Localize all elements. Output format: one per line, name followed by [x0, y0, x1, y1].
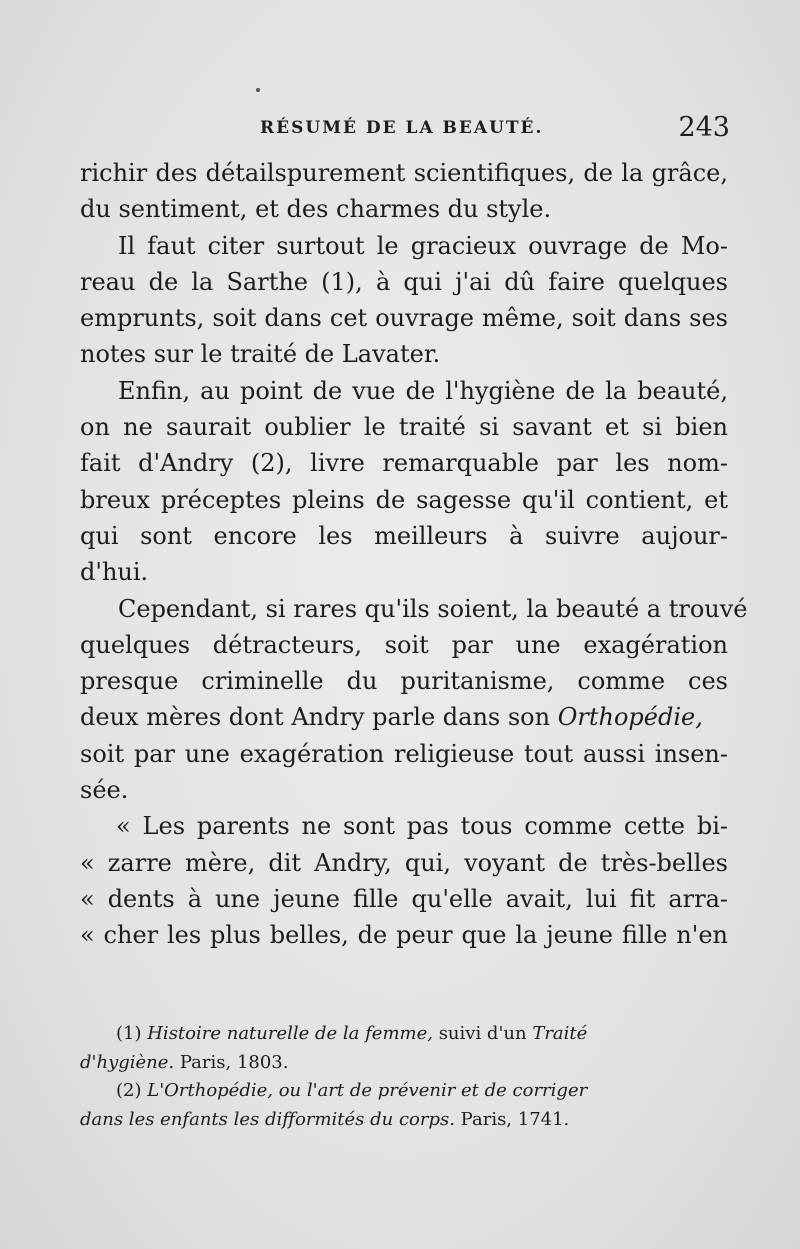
footnote-text: Paris, 1741.: [454, 1108, 570, 1130]
text-line: on ne saurait oublier le traité si savant et si bien: [80, 413, 728, 442]
footnotes: [80, 1020, 728, 1134]
quote-line: « dents à une jeune fille qu'elle avait, lui fit arra-: [80, 884, 728, 913]
quote-line: « zarre mère, dit Andry, qui, voyant de très-belles: [80, 848, 728, 877]
text-line: notes sur le traité de Lavater.: [80, 340, 441, 369]
footnote-2-cont: [80, 1106, 728, 1135]
text-line: fait d'Andry (2), livre remarquable par les nom-: [80, 449, 728, 478]
book-title-orthopedie: Orthopédie,: [557, 703, 703, 732]
page-number: 243: [678, 112, 730, 143]
text-line: soit par une exagération religieuse tout aussi insen-: [80, 739, 728, 768]
footnote-1-cont: [80, 1049, 728, 1078]
ink-speck: [256, 88, 260, 92]
quote-line: « Les parents ne sont pas tous comme cette bi-: [116, 812, 728, 841]
text-line: Cependant, si rares qu'ils soient, la beauté a trouvé: [118, 594, 748, 623]
footnote-title: d'hygiène.: [80, 1051, 175, 1073]
text-line: [80, 699, 728, 735]
text-line: sée.: [80, 776, 129, 805]
page-header: [80, 112, 730, 146]
footnote-marker: (1): [116, 1023, 142, 1044]
text-line: quelques détracteurs, soit par une exagération: [80, 630, 728, 659]
footnote-title: dans les enfants les difformités du corps.: [80, 1108, 455, 1130]
body-text: [80, 155, 748, 954]
footnote-1: [80, 1020, 728, 1049]
text-line: Enfin, au point de vue de l'hygiène de la beauté,: [118, 376, 728, 405]
text-line: Il faut citer surtout le gracieux ouvrage de Mo-: [118, 231, 728, 260]
text-line: qui sont encore les meilleurs à suivre aujour-: [80, 521, 728, 550]
text-line: du sentiment, et des charmes du style.: [80, 195, 552, 224]
quote-line: « cher les plus belles, de peur que la jeune fille n'en: [80, 921, 728, 950]
footnote-marker: (2): [116, 1080, 142, 1101]
text-segment: deux mères dont Andry parle dans son: [80, 703, 558, 732]
footnote-title: Traité: [532, 1023, 588, 1044]
footnote-text: suivi d'un: [432, 1023, 533, 1044]
text-line: richir des détailspurement scientifiques, de la grâce,: [80, 159, 728, 187]
footnote-title: Histoire naturelle de la femme,: [147, 1023, 433, 1044]
footnote-2: [80, 1077, 728, 1106]
footnote-text: Paris, 1803.: [174, 1051, 289, 1073]
text-line: emprunts, soit dans cet ouvrage même, soit dans ses: [80, 304, 728, 333]
running-head: RÉSUMÉ DE LA BEAUTÉ.: [260, 118, 544, 138]
text-line: reau de la Sarthe (1), à qui j'ai dû faire quelques: [80, 267, 728, 296]
footnote-title: L'Orthopédie, ou l'art de prévenir et de corriger: [147, 1080, 588, 1101]
text-line: presque criminelle du puritanisme, comme ces: [80, 667, 728, 696]
text-line: breux préceptes pleins de sagesse qu'il contient, et: [80, 485, 728, 514]
text-line: d'hui.: [80, 558, 149, 587]
